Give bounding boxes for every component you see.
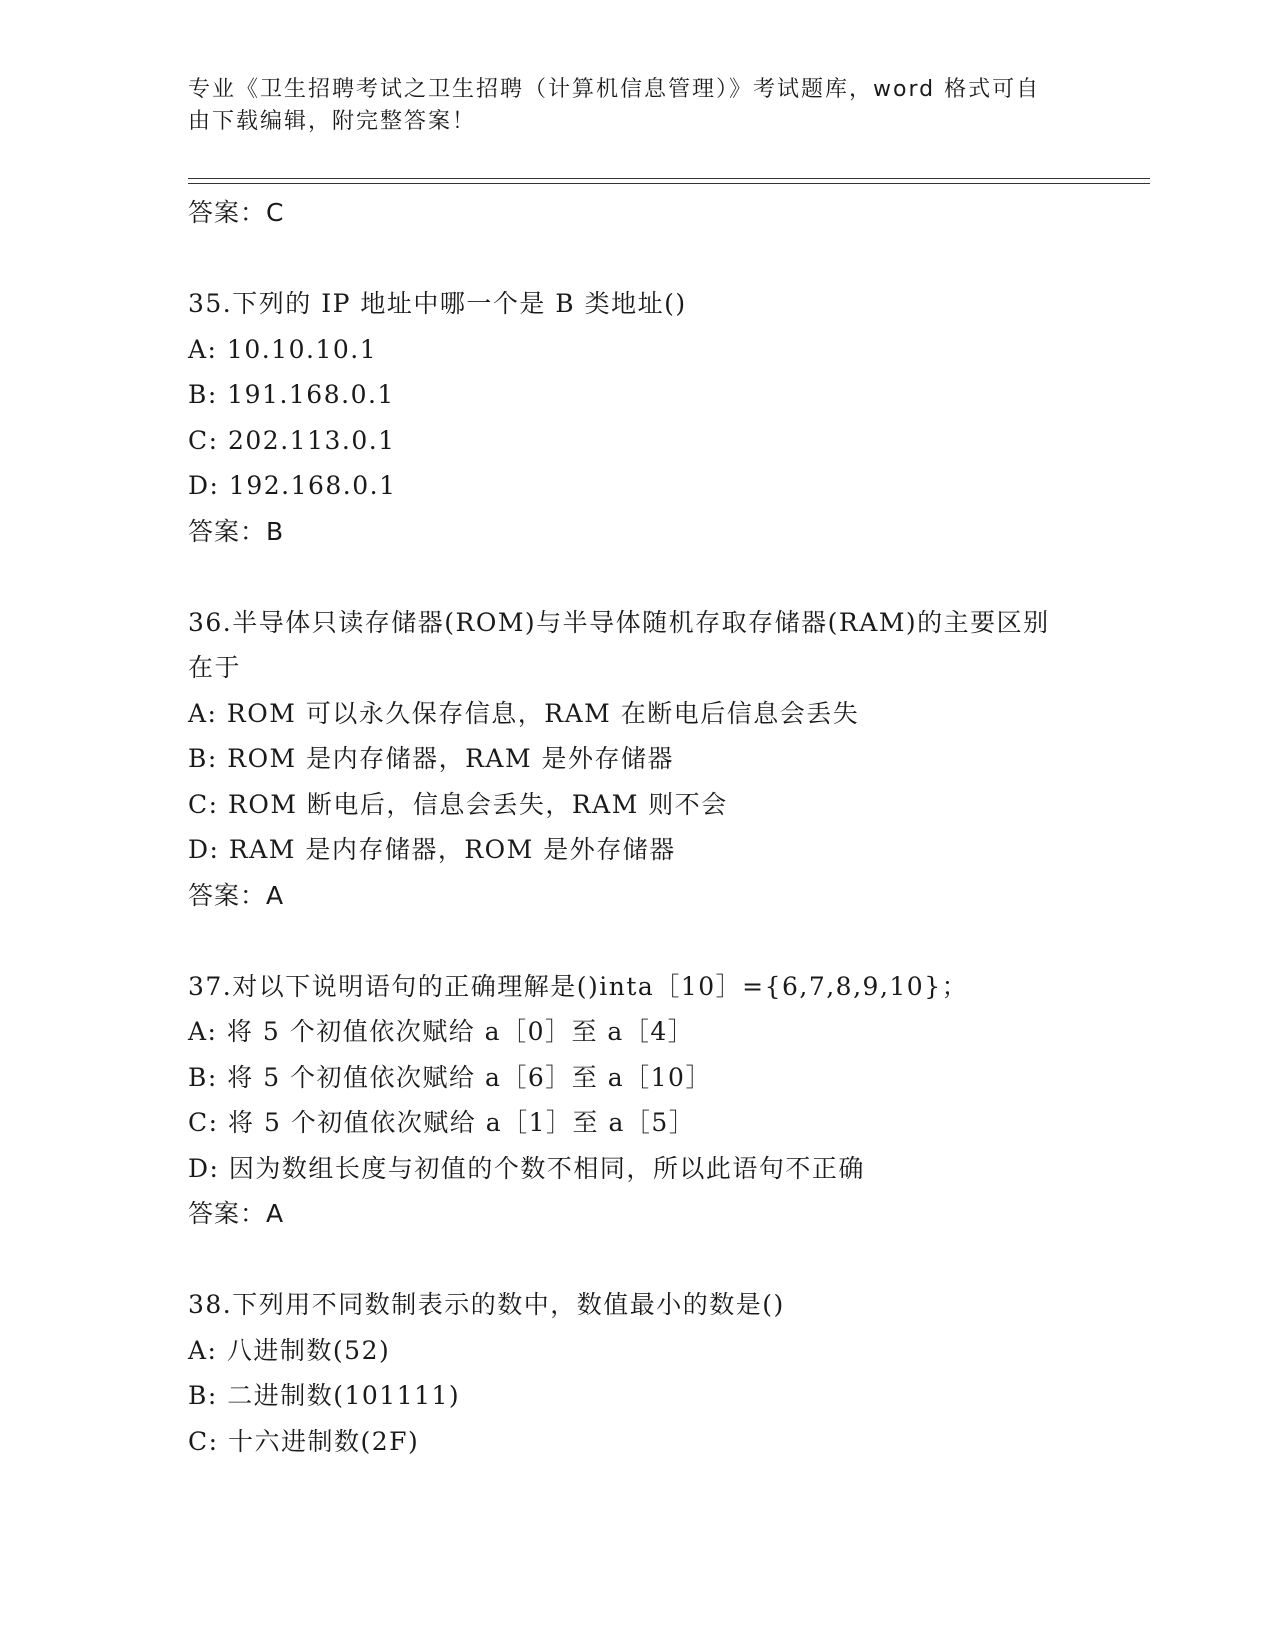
question-stem-continued: 在于 xyxy=(188,653,242,682)
header-rule-bottom xyxy=(188,183,1150,184)
option-c: C: 202.113.0.1 xyxy=(188,425,396,455)
question-stem: 37.对以下说明语句的正确理解是()inta［10］={6,7,8,9,10}； xyxy=(188,971,969,1001)
question-36 xyxy=(188,600,1138,919)
option-d: D: 192.168.0.1 xyxy=(188,471,397,500)
page-header xyxy=(188,74,1068,138)
question-stem: 38.下列用不同数制表示的数中，数值最小的数是() xyxy=(188,1290,785,1319)
option-c: C: 将 5 个初值依次赋给 a［1］至 a［5］ xyxy=(188,1108,696,1137)
spacer xyxy=(188,236,1138,282)
option-c: C: ROM 断电后，信息会丢失，RAM 则不会 xyxy=(188,789,728,819)
option-d: D: 因为数组长度与初值的个数不相同，所以此语句不正确 xyxy=(188,1153,865,1183)
option-d: D: RAM 是内存储器，ROM 是外存储器 xyxy=(188,835,676,864)
spacer xyxy=(188,554,1138,600)
option-b: B: 191.168.0.1 xyxy=(188,380,395,409)
option-b: B: 二进制数(101111) xyxy=(188,1381,461,1410)
option-c: C: 十六进制数(2F) xyxy=(188,1426,420,1456)
question-35 xyxy=(188,281,1138,554)
option-b: B: 将 5 个初值依次赋给 a［6］至 a［10］ xyxy=(188,1062,712,1092)
question-stem: 35.下列的 IP 地址中哪一个是 B 类地址() xyxy=(188,289,687,318)
header-line-1: 专业《卫生招聘考试之卫生招聘（计算机信息管理）》考试题库，word 格式可自 xyxy=(188,77,1041,102)
option-a: A: ROM 可以永久保存信息，RAM 在断电后信息会丢失 xyxy=(188,698,860,728)
option-a: A: 八进制数(52) xyxy=(188,1335,391,1365)
spacer xyxy=(188,918,1138,964)
question-38 xyxy=(188,1282,1138,1464)
spacer xyxy=(188,1237,1138,1283)
question-stem: 36.半导体只读存储器(ROM)与半导体随机存取存储器(RAM)的主要区别 xyxy=(188,607,1050,637)
option-a: A: 将 5 个初值依次赋给 a［0］至 a［4］ xyxy=(188,1017,695,1046)
header-rule-top xyxy=(188,178,1150,179)
question-37 xyxy=(188,964,1138,1237)
previous-answer: 答案：C xyxy=(188,198,285,227)
option-b: B: ROM 是内存储器，RAM 是外存储器 xyxy=(188,744,675,773)
answer: 答案：A xyxy=(188,1199,285,1228)
header-line-2: 由下载编辑，附完整答案！ xyxy=(188,109,477,134)
option-a: A: 10.10.10.1 xyxy=(188,334,378,364)
answer: 答案：A xyxy=(188,880,285,910)
question-list xyxy=(188,190,1138,1464)
answer: 答案：B xyxy=(188,516,285,546)
